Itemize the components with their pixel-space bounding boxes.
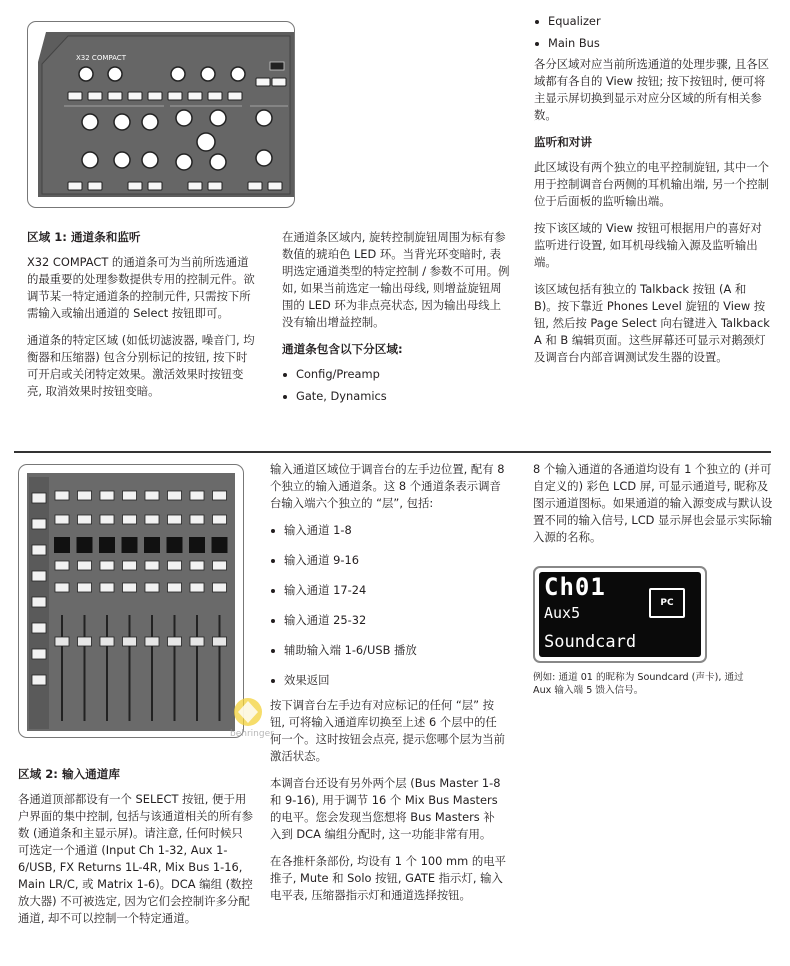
substrip-list	[282, 366, 512, 405]
section2-right-p1: 8 个输入通道的各通道均设有 1 个独立的 (并可自定义的) 彩色 LCD 屏, 可显示通道号, 昵称及图示通道图标。如果通道的输入源变成与默认设置不同的输入信号, LCD 显示屏也会显示实际输入源的名称。	[533, 462, 773, 544]
monitor-talkback-heading: 监听和对讲	[534, 135, 592, 149]
list-item: 输入通道 9-16	[270, 552, 506, 569]
pc-icon: PC	[649, 588, 685, 618]
behringer-logo-icon	[228, 692, 288, 742]
section2-mid-p4: 在各推杆条部份, 均设有 1 个 100 mm 的电平推子, Mute 和 Solo 按钮, GATE 指示灯, 输入电平表, 压缩器指示灯和通道选择按钮。	[270, 854, 506, 902]
section1-middle-column	[282, 229, 512, 405]
lcd-caption: 例如: 通道 01 的昵称为 Soundcard (声卡), 通过 Aux 输入端 5 馈入信号。	[533, 672, 744, 696]
list-item: 辅助输入端 1-6/USB 播放	[270, 642, 506, 659]
section2-mid-p1: 输入通道区域位于调音台的左手边位置, 配有 8 个独立的输入通道条。这 8 个通道条表示调音台输入端六个独立的 “层”, 包括:	[270, 462, 505, 510]
lcd-channel-number: Ch01	[544, 573, 606, 601]
input-bank-illustration	[19, 465, 243, 737]
section1-left-p1: X32 COMPACT 的通道条可为当前所选通道的最重要的处理参数提供专用的控制元件。欲调节某一特定通道条的控制元件, 只需按下所需输入或输出通道的 Select 按钮即可。	[27, 255, 255, 320]
section2-middle-column	[270, 461, 506, 914]
substrip-heading: 通道条包含以下分区域:	[282, 342, 403, 356]
section1-right-p2: 此区域设有两个独立的电平控制旋钮, 其中一个用于控制调音台两侧的耳机输出端, 另一个控制位于后面板的监听输出端。	[534, 160, 770, 208]
list-item: Main Bus	[534, 35, 770, 52]
list-item: 输入通道 25-32	[270, 612, 506, 629]
section2-left-p1: 各通道顶部都设有一个 SELECT 按钮, 便于用户界面的集中控制, 包括与该通道相关的所有参数 (通道条和主显示屏)。请注意, 任何时候只可选定一个通道 (Input Ch 1-32, Aux 1-6/USB, FX Returns 1L-4R, Mix Bus 1-16, Main LR/C, 或 Matrix 1-6)。DCA 编组 (数控放大器) 不可被选定, 因为它们会控制许多分配通道, 却不可以控制一个特定通道。	[18, 792, 254, 925]
section2-right-column	[533, 461, 773, 556]
list-item: Config/Preamp	[282, 366, 512, 383]
list-item: 输入通道 1-8	[270, 522, 506, 539]
list-item: 输入通道 17-24	[270, 582, 506, 599]
substrip-list-continued	[534, 13, 770, 52]
channel-strip-illustration	[28, 22, 294, 207]
section1-left-p2: 通道条的特定区域 (如低切滤波器, 噪音门, 均衡器和压缩器) 包含分别标记的按钮, 按下时可开启或关闭特定效果。激活效果时按钮变亮, 取消效果时按钮变暗。	[27, 333, 255, 398]
lcd-nickname: Soundcard	[544, 632, 637, 652]
brand-label: X32 COMPACT	[76, 54, 126, 62]
section1-left-column	[27, 229, 258, 410]
layer-list	[270, 522, 506, 689]
section1-right-p1: 各分区域对应当前所选通道的处理步骤, 且各区域都有各自的 View 按钮; 按下按钮时, 便可将主显示屏切换到显示对应分区域的所有相关参数。	[534, 57, 770, 122]
input-bank-figure	[18, 464, 244, 738]
section1-right-p3: 按下该区域的 View 按钮可根据用户的喜好对监听进行设置, 如耳机母线输入源及监听输出端。	[534, 221, 762, 269]
lcd-screen	[539, 572, 701, 657]
watermark-text: behringer	[230, 729, 274, 739]
section2-left-column	[18, 766, 254, 937]
section1-heading: 区域 1: 通道条和监听	[27, 230, 141, 244]
section2-mid-p2: 按下调音台左手边有对应标记的任何 “层” 按钮, 可将输入通道库切换至上述 6 个层中的任何一个。这时按钮会点亮, 提示您哪个层为当前激活状态。	[270, 698, 506, 763]
list-item: Equalizer	[534, 13, 770, 30]
section1-right-p4: 该区域包括有独立的 Talkback 按钮 (A 和 B)。按下靠近 Phones Level 旋钮的 View 按钮, 然后按 Page Select 向右键进入 Talkback A 和 B 编辑页面。这些屏幕还可显示对鹅颈灯及调音台内部音调测试发生器的设置。	[534, 282, 770, 364]
behringer-watermark	[228, 692, 288, 742]
section2-heading: 区域 2: 输入通道库	[18, 767, 120, 781]
section1-mid-p1: 在通道条区域内, 旋转控制旋钮周围为标有参数值的琥珀色 LED 环。当背光环变暗时, 表明选定通道类型的特定控制 / 参数不可用。例如, 如果当前选定一输出母线, 则增益旋钮周围的 LED 环为非点亮状态, 因为输出母线上没有输出增益控制。	[282, 230, 510, 329]
lcd-example	[533, 566, 707, 663]
section1-right-column	[534, 13, 770, 376]
section2-mid-p3: 本调音台还设有另外两个层 (Bus Master 1-8 和 9-16), 用于调节 16 个 Mix Bus Masters 的电平。您会发现当您想将 Bus Masters 补入到 DCA 编组分配时, 这一功能非常有用。	[270, 776, 501, 841]
list-item: Gate, Dynamics	[282, 388, 512, 405]
list-item: 效果返回	[270, 672, 506, 689]
section-divider	[14, 451, 771, 453]
lcd-source: Aux5	[544, 604, 581, 622]
channel-strip-figure	[27, 21, 295, 208]
